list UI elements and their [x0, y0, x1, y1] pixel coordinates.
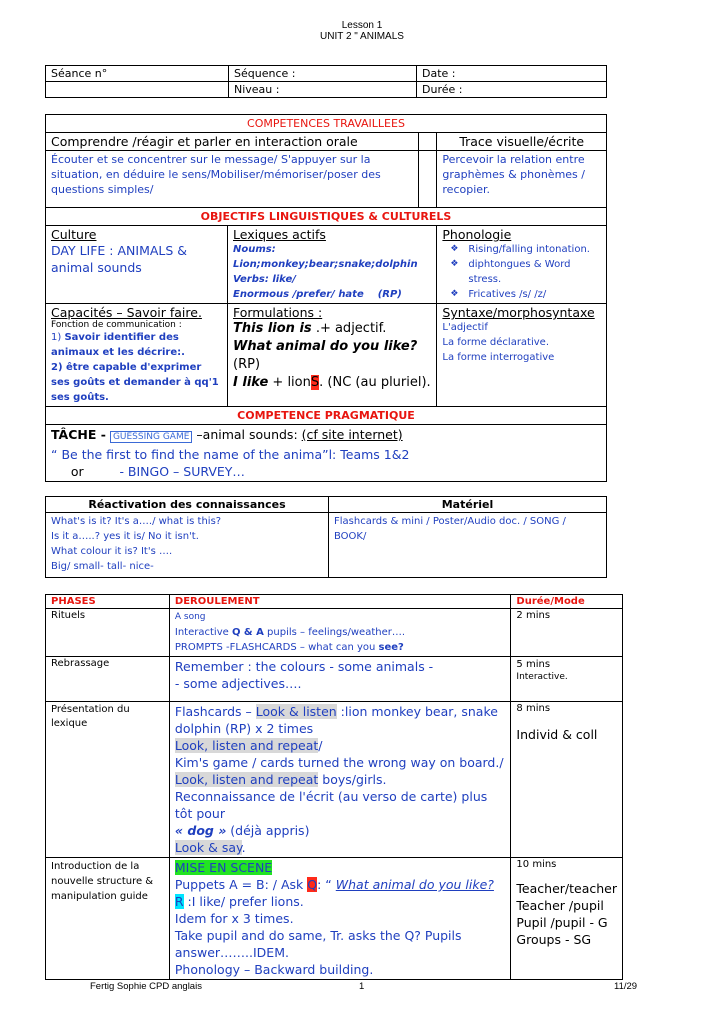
introduction-line: Idem for x 3 times. [174, 911, 294, 926]
spacer-cell [419, 133, 437, 151]
phono-item: ❖ Fricatives /s/ /z/ [468, 287, 601, 302]
syntaxe-cell [437, 304, 607, 407]
introduction-line: answer……..IDEM. [174, 945, 289, 960]
reactivation-line: Big/ small- tall- nice- [51, 561, 154, 572]
reactivation-body [46, 513, 329, 578]
lexique-heading: Lexiques actifs [233, 227, 326, 242]
rebrassage-duree-2: Interactive. [516, 672, 568, 682]
lexique-enormous: Enormous /prefer/ hate [233, 289, 364, 300]
competences-title: COMPETENCES TRAVAILLEES [46, 115, 607, 133]
presentation-line: Kim's game / cards turned the wrong way on board./ [174, 755, 504, 770]
empty-cell [46, 82, 229, 98]
rituels-duree: 2 mins [511, 609, 623, 657]
footer-author: Fertig Sophie CPD anglais [90, 981, 202, 992]
footer-count: 11/29 [614, 981, 638, 992]
lexique-rp: (RP) [377, 289, 402, 300]
rebrassage-line: Remember : the colours - some animals - [174, 659, 434, 674]
tache-cell [46, 425, 607, 482]
objectifs-title: OBJECTIFS LINGUISTIQUES & CULTURELS [46, 208, 607, 226]
phases-table [45, 594, 623, 980]
comprendre-heading: Comprendre /réagir et parler en interaction orale [46, 133, 419, 151]
trace-heading: Trace visuelle/écrite [437, 133, 607, 151]
mode-item: Pupil /pupil - G [516, 915, 608, 930]
guessing-game-tag: GUESSING GAME [110, 431, 192, 443]
presentation-line: Look & say. [174, 840, 246, 855]
formulation-3: I like + lionS. (NC (au pluriel). [233, 375, 431, 390]
reactivation-heading: Réactivation des connaissances [46, 497, 329, 513]
lexique-nouns: Lion;monkey;bear;snake;dolphin [233, 259, 418, 270]
rituels-line2: PROMPTS -FLASHCARDS – what can you see? [174, 642, 404, 653]
phono-item: ❖ Rising/falling intonation. [468, 242, 601, 257]
spacer-cell [419, 151, 437, 208]
date-cell: Date : [417, 66, 607, 82]
phase-presentation: Présentation du lexique [46, 702, 170, 858]
introduction-line: Phonology – Backward building. [174, 962, 374, 977]
niveau-cell: Niveau : [229, 82, 417, 98]
presentation-line: Flashcards – Look & listen :lion monkey bear, snake [174, 704, 498, 719]
capacites-fonction: Fonction de communication : [51, 320, 182, 330]
info-table [45, 65, 607, 98]
pragmatique-title: COMPETENCE PRAGMATIQUE [46, 407, 607, 425]
lesson-header [0, 20, 724, 42]
formulations-cell [228, 304, 437, 407]
rituels-line1: Interactive Q & A pupils – feelings/weather…. [174, 627, 406, 638]
syntaxe-heading: Syntaxe/morphosyntaxe [442, 305, 595, 320]
introduction-line: Take pupil and do same, Tr. asks the Q? Pupils [174, 928, 462, 943]
tache-line-3: or - BINGO – SURVEY… [70, 464, 245, 479]
rebrassage-duree [511, 657, 623, 702]
introduction-duree-1: 10 mins [516, 859, 557, 870]
capacites-item1-num: 1) [51, 332, 62, 343]
rituels-song: A song [174, 612, 206, 622]
lexique-enormous-line [233, 287, 431, 302]
phonologie-cell [437, 226, 607, 304]
mode-item: Teacher/teacher [516, 881, 617, 896]
culture-heading: Culture [51, 227, 97, 242]
phonologie-heading: Phonologie [442, 227, 512, 242]
syntaxe-item: L'adjectif [442, 322, 488, 333]
presentation-line: Look, listen and repeat boys/girls. [174, 772, 387, 787]
rebrassage-line: - some adjectives…. [174, 676, 302, 691]
presentation-duree [511, 702, 623, 858]
reactivation-table [45, 496, 607, 578]
rituels-deroulement [169, 609, 511, 657]
materiel-heading: Matériel [329, 497, 607, 513]
phase-introduction: Introduction de la nouvelle structure & manipulation guide [46, 858, 170, 980]
presentation-duree-2: Individ & coll [516, 727, 598, 742]
introduction-duree [511, 858, 623, 980]
introduction-line: MISE EN SCENE [174, 860, 273, 875]
presentation-line: Look, listen and repeat/ [174, 738, 323, 753]
presentation-line: Reconnaissance de l'écrit (au verso de carte) plus tôt pour [174, 789, 488, 821]
presentation-line: dolphin (RP) x 2 times [174, 721, 314, 736]
mode-item: Teacher /pupil [516, 898, 604, 913]
reactivation-line: Is it a…..? yes it is/ No it isn't. [51, 531, 199, 542]
capacites-item2: 2) être capable d'exprimer ses goûts et demander à qq'1 ses goûts. [51, 362, 219, 403]
culture-body: DAY LIFE : ANIMALS & animal sounds [51, 243, 188, 275]
capacites-cell [46, 304, 228, 407]
footer-page: 1 [359, 981, 365, 992]
seance-cell: Séance n° [46, 66, 229, 82]
mode-item: Groups - SG [516, 932, 592, 947]
lexique-verbs: Verbs: like/ [233, 274, 296, 285]
reactivation-line: What colour it is? It's …. [51, 546, 173, 557]
lesson-title: Lesson 1 [341, 20, 383, 31]
presentation-deroulement [169, 702, 511, 858]
introduction-line: Puppets A = B: / Ask Q: “ What animal do you like? [174, 877, 494, 892]
sequence-cell: Séquence : [229, 66, 417, 82]
introduction-deroulement [169, 858, 511, 980]
phase-rituels: Rituels [46, 609, 170, 657]
competences-table [45, 114, 607, 482]
duree-cell: Durée : [417, 82, 607, 98]
rebrassage-duree-1: 5 mins [516, 659, 551, 670]
presentation-line: « dog » (déjà appris) [174, 823, 310, 838]
culture-cell [46, 226, 228, 304]
unit-title: UNIT 2 " ANIMALS [320, 31, 404, 42]
deroulement-heading: DEROULEMENT [169, 595, 511, 609]
duree-heading: Durée/Mode [511, 595, 623, 609]
syntaxe-item: La forme déclarative. [442, 337, 550, 348]
reactivation-line: What's is it? It's a…./ what is this? [51, 516, 222, 527]
presentation-duree-1: 8 mins [516, 703, 551, 714]
lexique-cell [228, 226, 437, 304]
trace-body: Percevoir la relation entre graphèmes & phonèmes / recopier. [437, 151, 607, 208]
phase-rebrassage: Rebrassage [46, 657, 170, 702]
capacites-heading: Capacités – Savoir faire. [51, 305, 202, 320]
formulation-1: This lion is .+ adjectif. [233, 321, 387, 336]
capacites-item1: Savoir identifier des animaux et les décrire:. [51, 332, 185, 358]
formulations-heading: Formulations : [233, 305, 323, 320]
phases-heading: PHASES [46, 595, 170, 609]
comprendre-body: Écouter et se concentrer sur le message/ S'appuyer sur la situation, en déduire le sens/Mobiliser/mémoriser/poser des questions simples/ [46, 151, 419, 208]
tache-line: TÂCHE - GUESSING GAME –animal sounds: (cf site internet) [51, 427, 403, 442]
rebrassage-deroulement [169, 657, 511, 702]
tache-line-2: “ Be the first to find the name of the anima”l: Teams 1&2 [51, 447, 410, 462]
introduction-line: R :I like/ prefer lions. [174, 894, 304, 909]
phono-item: ❖ diphtongues & Word stress. [468, 257, 601, 287]
syntaxe-item: La forme interrogative [442, 352, 555, 363]
lexique-nouns-label: Noums: [233, 244, 276, 255]
materiel-body: Flashcards & mini / Poster/Audio doc. / SONG / BOOK/ [329, 513, 607, 578]
formulation-2: What animal do you like? (RP) [233, 339, 418, 372]
